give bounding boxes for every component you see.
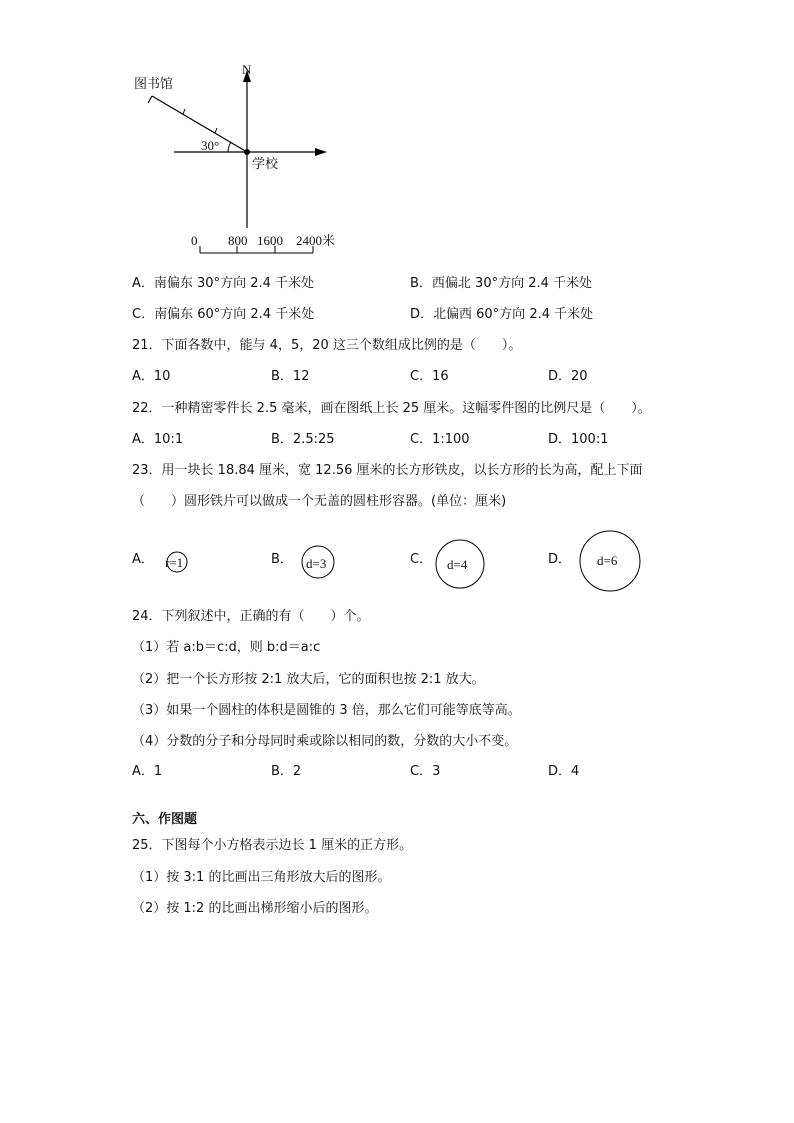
q23-question-line2: （ ）圆形铁片可以做成一个无盖的圆柱形容器。(单位：厘米) [132,494,507,509]
q22-option-a: A．10:1 [132,432,184,447]
q22-question: 22．一种精密零件长 2.5 毫米，画在图纸上长 25 厘米。这幅零件图的比例尺是（ ）。 [132,401,651,416]
circle-a-label: r=1 [165,555,184,570]
q22-option-d: D．100:1 [548,432,609,447]
q24-option-d: D．4 [548,764,580,779]
circle-c-label: d=4 [447,557,468,572]
q24-option-a: A．1 [132,764,163,779]
q24-question: 24．下列叙述中，正确的有（ ）个。 [132,609,370,624]
library-label: 图书馆 [134,77,174,92]
q23-question-line1: 23．用一块长 18.84 厘米，宽 12.56 厘米的长方形铁皮，以长方形的长为高，配上下面 [132,463,643,478]
q22-option-c: C．1:100 [410,432,470,447]
school-label: 学校 [252,157,279,172]
q20-option-a: A．南偏东 30°方向 2.4 千米处 [132,276,315,291]
q21-option-d: D．20 [548,369,588,384]
scale-label-0: 0 [191,233,198,248]
q25-statement-2: （2）按 1:2 的比画出梯形缩小后的图形。 [132,901,378,916]
q25-statement-1: （1）按 3:1 的比画出三角形放大后的图形。 [132,870,391,885]
q25-question: 25．下图每个小方格表示边长 1 厘米的正方形。 [132,838,413,853]
q20-option-d: D．北偏西 60°方向 2.4 千米处 [410,307,594,322]
circle-b-label: d=3 [306,556,327,571]
q21-option-c: C．16 [410,369,449,384]
scale-label-2400: 2400米 [296,233,336,248]
q21-option-a: A．10 [132,369,171,384]
q21-question: 21．下面各数中，能与 4，5，20 这三个数组成比例的是（ ）。 [132,338,522,353]
scale-label-1600: 1600 [257,233,283,248]
q22-option-b: B．2.5:25 [271,432,335,447]
q24-option-b: B．2 [271,764,302,779]
q23-option-d: D． [548,552,572,567]
q24-statement-4: （4）分数的分子和分母同时乘或除以相同的数，分数的大小不变。 [132,734,518,749]
q23-option-a: A． [132,552,154,567]
north-label: N [242,62,252,77]
angle-label: 30° [201,138,220,153]
section-heading: 六、作图题 [132,812,198,827]
q20-option-c: C．南偏东 60°方向 2.4 千米处 [132,307,315,322]
q20-option-b: B．西偏北 30°方向 2.4 千米处 [410,276,593,291]
q24-statement-1: （1）若 a:b＝c:d，则 b:d＝a:c [132,640,321,655]
q21-option-b: B．12 [271,369,310,384]
q23-option-b: B． [271,552,293,567]
q24-option-c: C．3 [410,764,441,779]
q23-option-c: C． [410,552,433,567]
q24-statement-2: （2）把一个长方形按 2:1 放大后，它的面积也按 2:1 放大。 [132,672,485,687]
circle-d-label: d=6 [597,553,618,568]
q24-statement-3: （3）如果一个圆柱的体积是圆锥的 3 倍，那么它们可能等底等高。 [132,703,521,718]
scale-label-800: 800 [228,233,248,248]
